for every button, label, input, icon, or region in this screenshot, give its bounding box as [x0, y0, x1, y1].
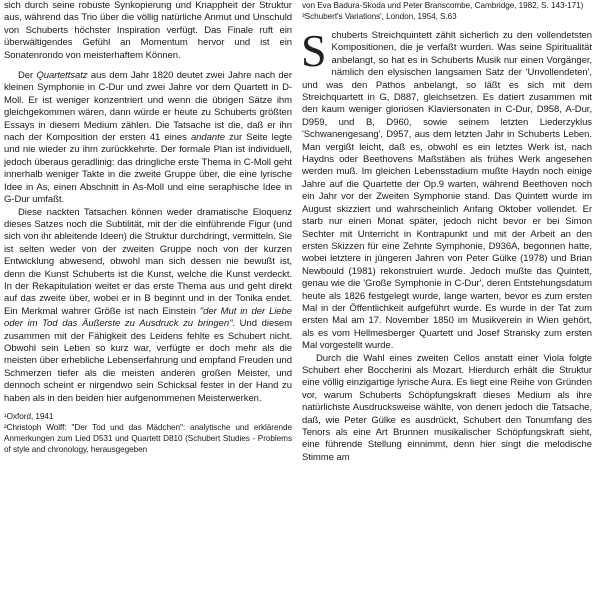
paragraph-facts [4, 207, 292, 406]
footnote-3: ³Schubert's Variations', London, 1954, S.63 [302, 12, 457, 21]
text-run: aus dem Jahr 1820 deutet zwei Jahre nach der kleinen Symphonie in C-Dur und zwei Jahre vor dem Quartett in D-Moll. Er ist weniger konzentriert und wenn die übrigen Sätze ihm gleichgekommen wären, dann würde er heute zu Schuberts größten Essays in diesem Medium zählen. Die Tatsache ist die, daß er ihn nach der Komposition der ersten 41 eines [4, 70, 292, 144]
right-column [302, 0, 592, 464]
text-run: Diese nackten Tatsachen können weder dramatische Eloquenz dieses Satzes noch die Subtilität, mit der die einführende Figur (und sich von ihr ableitende Ideen) die Struktur durchdringt, vermitteln. Sie ist selten weder von der zweiten Gruppe noch von der kurzen Entwicklung abwesend, obwohl man sich dessen nie bewußt ist, denn die Kunst Schuberts ist die Kunst, welche die Kunst verdeckt. In der Rekapitulation weitet er das erste Thema aus und geht direkt auf das zweite über, wobei er in B beginnt und in der Tonika endet. Ein Merkmal wahrer Größe ist nach Einstein [4, 206, 292, 317]
footnote-2: ²Christoph Wolff: "Der Tod und das Mädchen": analytische und erklärende Anmerkungen zum Lied D531 und Quartett D810 (Schubert Studies - Problems of style and chronology, herausgegeben [4, 423, 292, 454]
italic-term: andante [190, 132, 225, 144]
italic-quote: "der Mut in der Liebe oder im Tod das Äußerste zu Ausdruck zu bringen" [4, 305, 292, 330]
footnotes [4, 411, 292, 455]
text-run: Der [18, 70, 37, 82]
paragraph-1: sich durch seine robuste Synkopierung und Knappheit der Struktur aus, während das Trio über die völlig natürliche Anmut und Unschuld von Schuberts höchster Inspiration verfügt. Das Finale ruft ein überwältigendes Gefühl an Momentum hervor und ist ein Sonatenrondo von meisterhaftem Können. [4, 0, 292, 61]
drop-cap: S [301, 25, 327, 76]
footnote-1: ¹Oxford, 1941 [4, 412, 54, 421]
italic-term: Quartettsatz [36, 70, 88, 82]
paragraph-quartettsatz [4, 70, 292, 206]
paragraph-cello: Durch die Wahl eines zweiten Cellos anstatt einer Viola folgte Schubert eher Boccherini als Mozart. Hierdurch erhält die Struktur eine völlig einzigartige lyrische Aura. Es liegt eine Reihe von Gründen vor, warum Schuberts Schöpfungskraft dieses Medium als ihre natürlichste Ausdrucksweise wählte, von denen jedoch die Tatsache, daß, wie Peter Gülke es ausdrückt, Schubert den Tonumfang des Tenors als eine Art Brunnen musikalischer Schöpfungskraft sieht, eine führende Stellung einnimmt, denn hier singt die melodische Stimme am [302, 352, 592, 463]
footnote-2-continued: von Eva Badura-Skoda und Peter Branscombe, Cambridge, 1982, S. 143-171) [302, 1, 584, 10]
text-run: zur Seite legte und nie wieder zu ihm zurückkehrte. Der formale Plan ist individuell, jedoch überaus geradlinig: das dringliche erste Thema in C-Moll geht innerhalb weniger Takte in die zweite Gruppe über, die eine lyrische Idee in As, einen Abschnitt in As-Moll und eine seraphische Idee in G-Dur umfaßt. [4, 132, 292, 206]
left-column [4, 0, 292, 455]
text-run: chuberts Streichquintett zählt sicherlich zu den vollendetsten Kompositionen, die je verfaßt wurden. Was seine Spiritualität anbelangt, so hat es in Schuberts Musik nur einen Vorgänger, nämlich den elysischen langsamen Satz der 'Unvollendeten', und was den Pathos anbelangt, so läßt es sich mit dem Streichquartett in G, D887, gleichsetzen. Es datiert zusammen mit den kaum weniger gloriosen Klaviersonaten in C-Dur, D958, A-Dur, D959, und B, D960, sowie seinem letzten Liederzyklus 'Schwanengesang', D957, aus dem letzten Jahr in Schuberts Leben. Man vergißt leicht, daß es, obwohl es ein letztes Werk ist, nach Haydns oder Beethovens Maßstäben als frühes Werk angesehen werden muß. Im gleichen Lebensstadium mußte Haydn noch einige Jahre auf die Quartette der Op.9 warten, während Beethoven noch ein Jahr vor der Zweiten Symphonie stand. Das Quintett wurde im August skizziert und wahrscheinlich Anfang Oktober vollendet. Er starb nur einen Monat später, jedoch nicht bevor er bei Simon Sechter mit Unterricht in Kontrapunkt und mit der Arbeit an den ersten Skizzen für eine Zehnte Symphonie, D936A, begonnen hatte, wobei letztere in jüngeren Jahren von Peter Gülke (1978) und Brian Newbould (1981) rekonstruiert wurde. Jedoch mußte das Quintett, genau wie die 'Große Symphonie in C-Dur', deren Entstehungsdatum heute als 1826 festgelegt wurde, lange warten, bevor es zum ersten Mal in der Öffentlichkeit aufgeführt wurde. Es wurde in der Tat zum ersten Mal am 17. November 1850 im Musikverein in Wien gehört, als es vom Hellmesberger Quartett und Josef Stransky zum ersten Mal vorgestellt wurde. [302, 30, 592, 352]
text-run: . Und diesem zusammen mit der Fähigkeit des Leidens fehlte es Schubert nicht. Obwohl sein Leben so kurz war, verfügte er doch mehr als die meisten über erhebliche Lebenserfahrung und empfand Freuden und Schmerzen tiefer als die meisten anderen großen Meister, und dennoch scheint er nirgendwo sein Schicksal fester in der Hand zu haben als in den beiden hier aufgenommenen Meisterwerken. [4, 318, 292, 404]
paragraph-streichquintett [301, 25, 592, 353]
